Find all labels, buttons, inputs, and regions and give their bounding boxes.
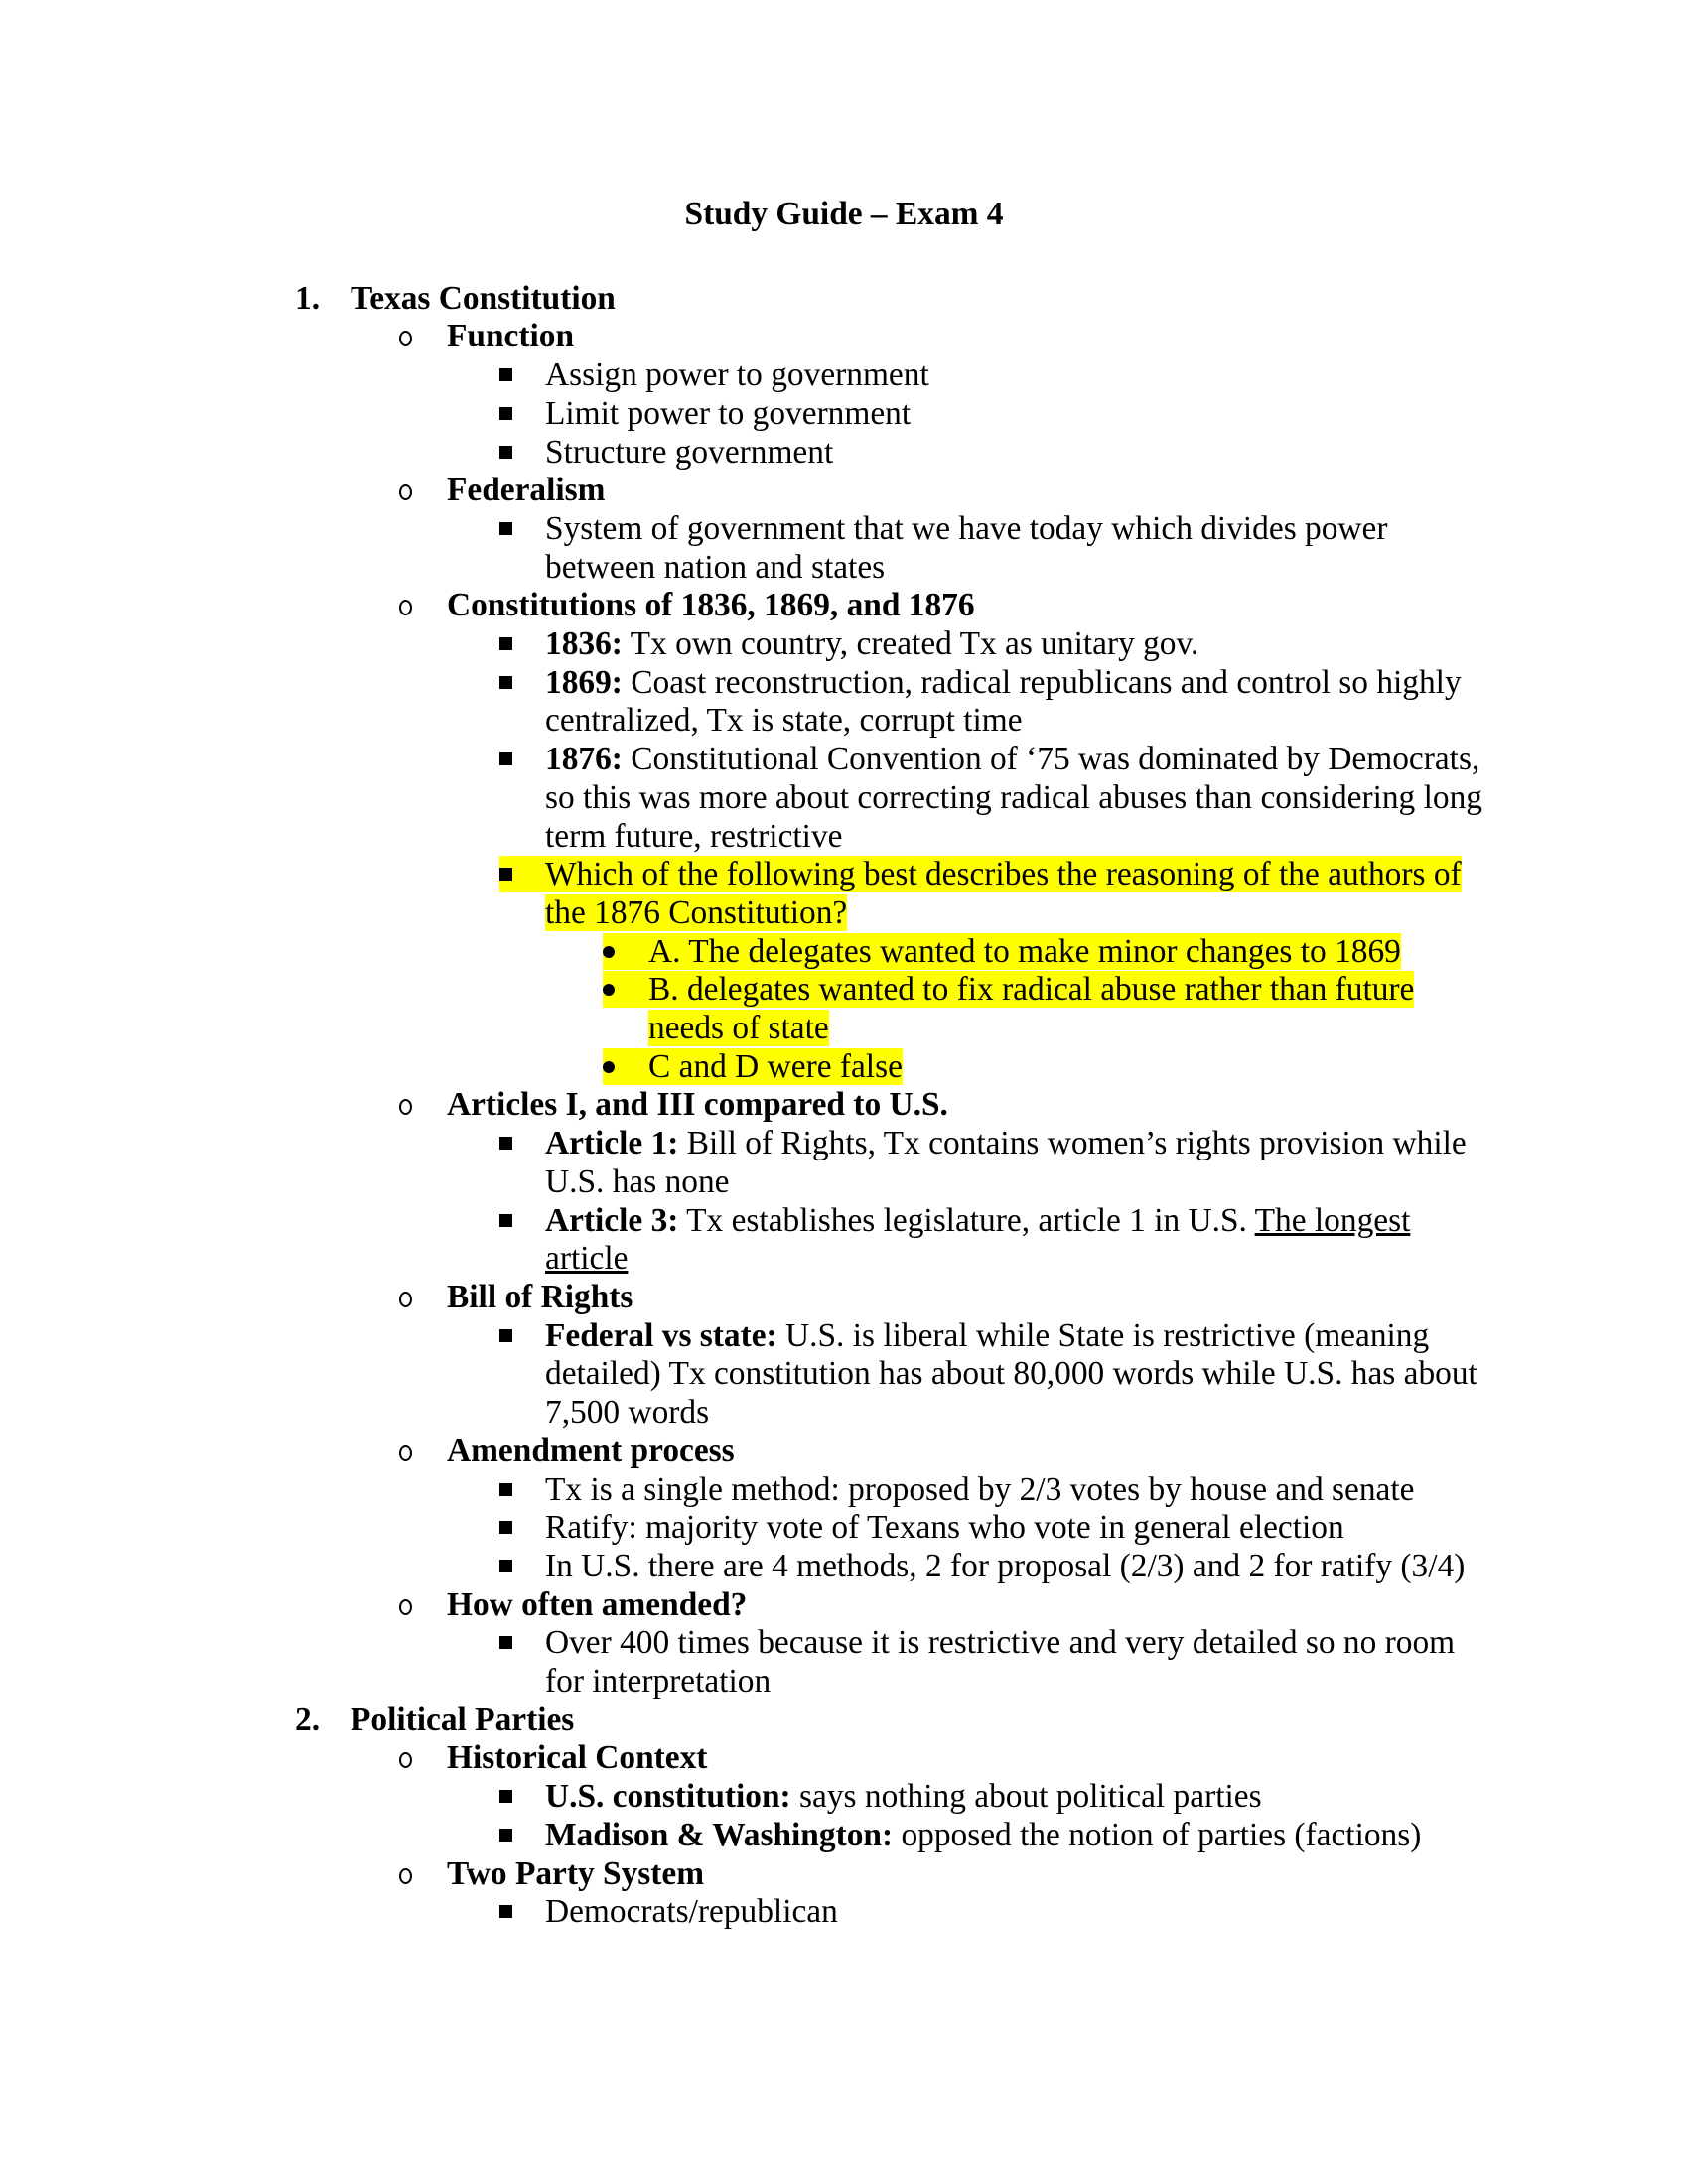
square-bullet-icon [499,1317,545,1356]
bullet-text: Ratify: majority vote of Texans who vote in general election [545,1509,1344,1547]
square-bullet-icon [499,1817,545,1855]
dot-bullet-icon [603,971,648,1010]
bullet-text: Tx establishes legislature, article 1 in U.S. [678,1201,1255,1239]
underlined-text: The longest article [545,1201,1411,1278]
square-bullet-icon [499,1624,545,1663]
dot-bullet-icon [603,933,648,972]
section-heading-label: Amendment process [447,1432,735,1469]
circle-bullet-icon [399,1586,447,1625]
bullet-text: Structure government [545,433,834,471]
section-heading-how-often-amended [0,1586,1489,1625]
bullet-item [0,434,1489,473]
circle-bullet-icon [399,318,447,356]
bullet-text: Coast reconstruction, radical republicans and control so highly centralized, Tx is state, corrupt time [545,663,1462,740]
numbered-item-texas-constitution [0,280,1489,319]
bullet-bold-prefix: 1836: [545,625,623,663]
bullet-item [0,1624,1489,1701]
square-bullet-icon [499,625,545,664]
bullet-item [0,1548,1489,1586]
list-number: 1. [295,279,321,317]
bullet-text: Constitutional Convention of ‘75 was dominated by Democrats, so this was more about correcting radical abuses than considering long term future, restrictive [545,741,1482,855]
bullet-bold-prefix: Madison & Washington: [545,1816,894,1853]
numbered-item-label: Political Parties [351,1701,575,1738]
section-heading-label: Two Party System [447,1854,705,1892]
bullet-text: Limit power to government [545,394,912,432]
bullet-bold-prefix: 1869: [545,663,623,701]
circle-bullet-icon [399,1433,447,1471]
dot-bullet-icon [603,1048,648,1087]
highlighted-question-text: Which of the following best describes the reasoning of the authors of the 1876 Constitution? [545,856,1462,931]
sub-bullet-item-answer-c [0,1048,1489,1087]
section-heading-constitutions [0,587,1489,625]
section-heading-label: Articles I, and III compared to U.S. [447,1086,948,1124]
bullet-bold-prefix: 1876: [545,741,623,778]
bullet-item [0,741,1489,856]
square-bullet-icon [499,1893,545,1932]
bullet-text: opposed the notion of parties (factions) [893,1816,1422,1853]
square-bullet-icon [499,664,545,703]
section-heading-label: Federalism [447,472,606,509]
square-bullet-icon [499,510,545,549]
square-bullet-icon [499,1471,545,1510]
bullet-item [0,1778,1489,1817]
bullet-item [0,1471,1489,1510]
bullet-item [0,1317,1489,1433]
section-heading-two-party-system [0,1855,1489,1894]
section-heading-label: Constitutions of 1836, 1869, and 1876 [447,587,975,624]
circle-bullet-icon [399,1739,447,1778]
sub-bullet-item-answer-a [0,933,1489,972]
document-title: Study Guide – Exam 4 [684,196,1004,232]
bullet-item [0,1817,1489,1855]
sub-bullet-item-answer-b [0,971,1489,1047]
highlighted-answer-text: A. The delegates wanted to make minor changes to 1869 [648,932,1401,970]
circle-bullet-icon [399,1279,447,1317]
bullet-text: says nothing about political parties [790,1778,1262,1816]
outline [0,280,1688,1932]
bullet-text: Tx own country, created Tx as unitary gov. [622,625,1199,663]
bullet-text: Assign power to government [545,356,929,394]
bullet-text: Tx is a single method: proposed by 2/3 votes by house and senate [545,1470,1415,1508]
bullet-text: System of government that we have today which divides power between nation and states [545,509,1388,586]
bullet-bold-prefix: Federal vs state: [545,1316,777,1354]
highlighted-answer-text: C and D were false [648,1047,903,1085]
bullet-bold-prefix: Article 1: [545,1125,679,1162]
circle-bullet-icon [399,587,447,625]
numbered-item-political-parties [0,1702,1489,1740]
square-bullet-icon [499,741,545,779]
bullet-item [0,1509,1489,1548]
bullet-item [0,356,1489,395]
circle-bullet-icon [399,472,447,510]
section-heading-articles [0,1086,1489,1125]
circle-bullet-icon [399,1855,447,1894]
section-heading-label: Function [447,318,575,355]
bullet-item [0,625,1489,664]
section-heading-label: Bill of Rights [447,1278,633,1315]
section-heading-label: How often amended? [447,1585,748,1623]
square-bullet-icon [499,1778,545,1817]
section-heading-function [0,318,1489,356]
section-heading-historical-context [0,1739,1489,1778]
bullet-text: Democrats/republican [545,1893,838,1931]
bullet-bold-prefix: Article 3: [545,1201,679,1239]
bullet-text: In U.S. there are 4 methods, 2 for proposal (2/3) and 2 for ratify (3/4) [545,1547,1466,1584]
bullet-text: Over 400 times because it is restrictive and very detailed so no room for interpretation [545,1624,1456,1701]
section-heading-label: Historical Context [447,1739,708,1777]
square-bullet-icon [499,1548,545,1586]
square-bullet-icon [499,1202,545,1241]
bullet-text: Bill of Rights, Tx contains women’s rights provision while U.S. has none [545,1125,1467,1200]
square-bullet-icon [499,1125,545,1163]
bullet-item [0,395,1489,434]
bullet-item [0,1202,1489,1279]
numbered-item-label: Texas Constitution [351,279,616,317]
section-heading-amendment-process [0,1433,1489,1471]
highlighted-answer-text: B. delegates wanted to fix radical abuse rather than future needs of state [648,971,1415,1047]
square-bullet-icon [499,395,545,434]
square-bullet-icon [499,434,545,473]
section-heading-federalism [0,472,1489,510]
circle-bullet-icon [399,1086,447,1125]
bullet-item-highlighted-question [0,856,1489,932]
bullet-bold-prefix: U.S. constitution: [545,1778,791,1816]
bullet-item [0,510,1489,587]
square-bullet-icon [499,356,545,395]
square-bullet-icon [499,856,545,894]
bullet-text: U.S. is liberal while State is restrictive (meaning detailed) Tx constitution has about 80,000 words while U.S. has about 7,500 words [545,1316,1477,1432]
bullet-item [0,1893,1489,1932]
bullet-item [0,1125,1489,1201]
list-number: 2. [295,1701,321,1738]
bullet-item [0,664,1489,741]
section-heading-bill-of-rights [0,1279,1489,1317]
square-bullet-icon [499,1509,545,1548]
